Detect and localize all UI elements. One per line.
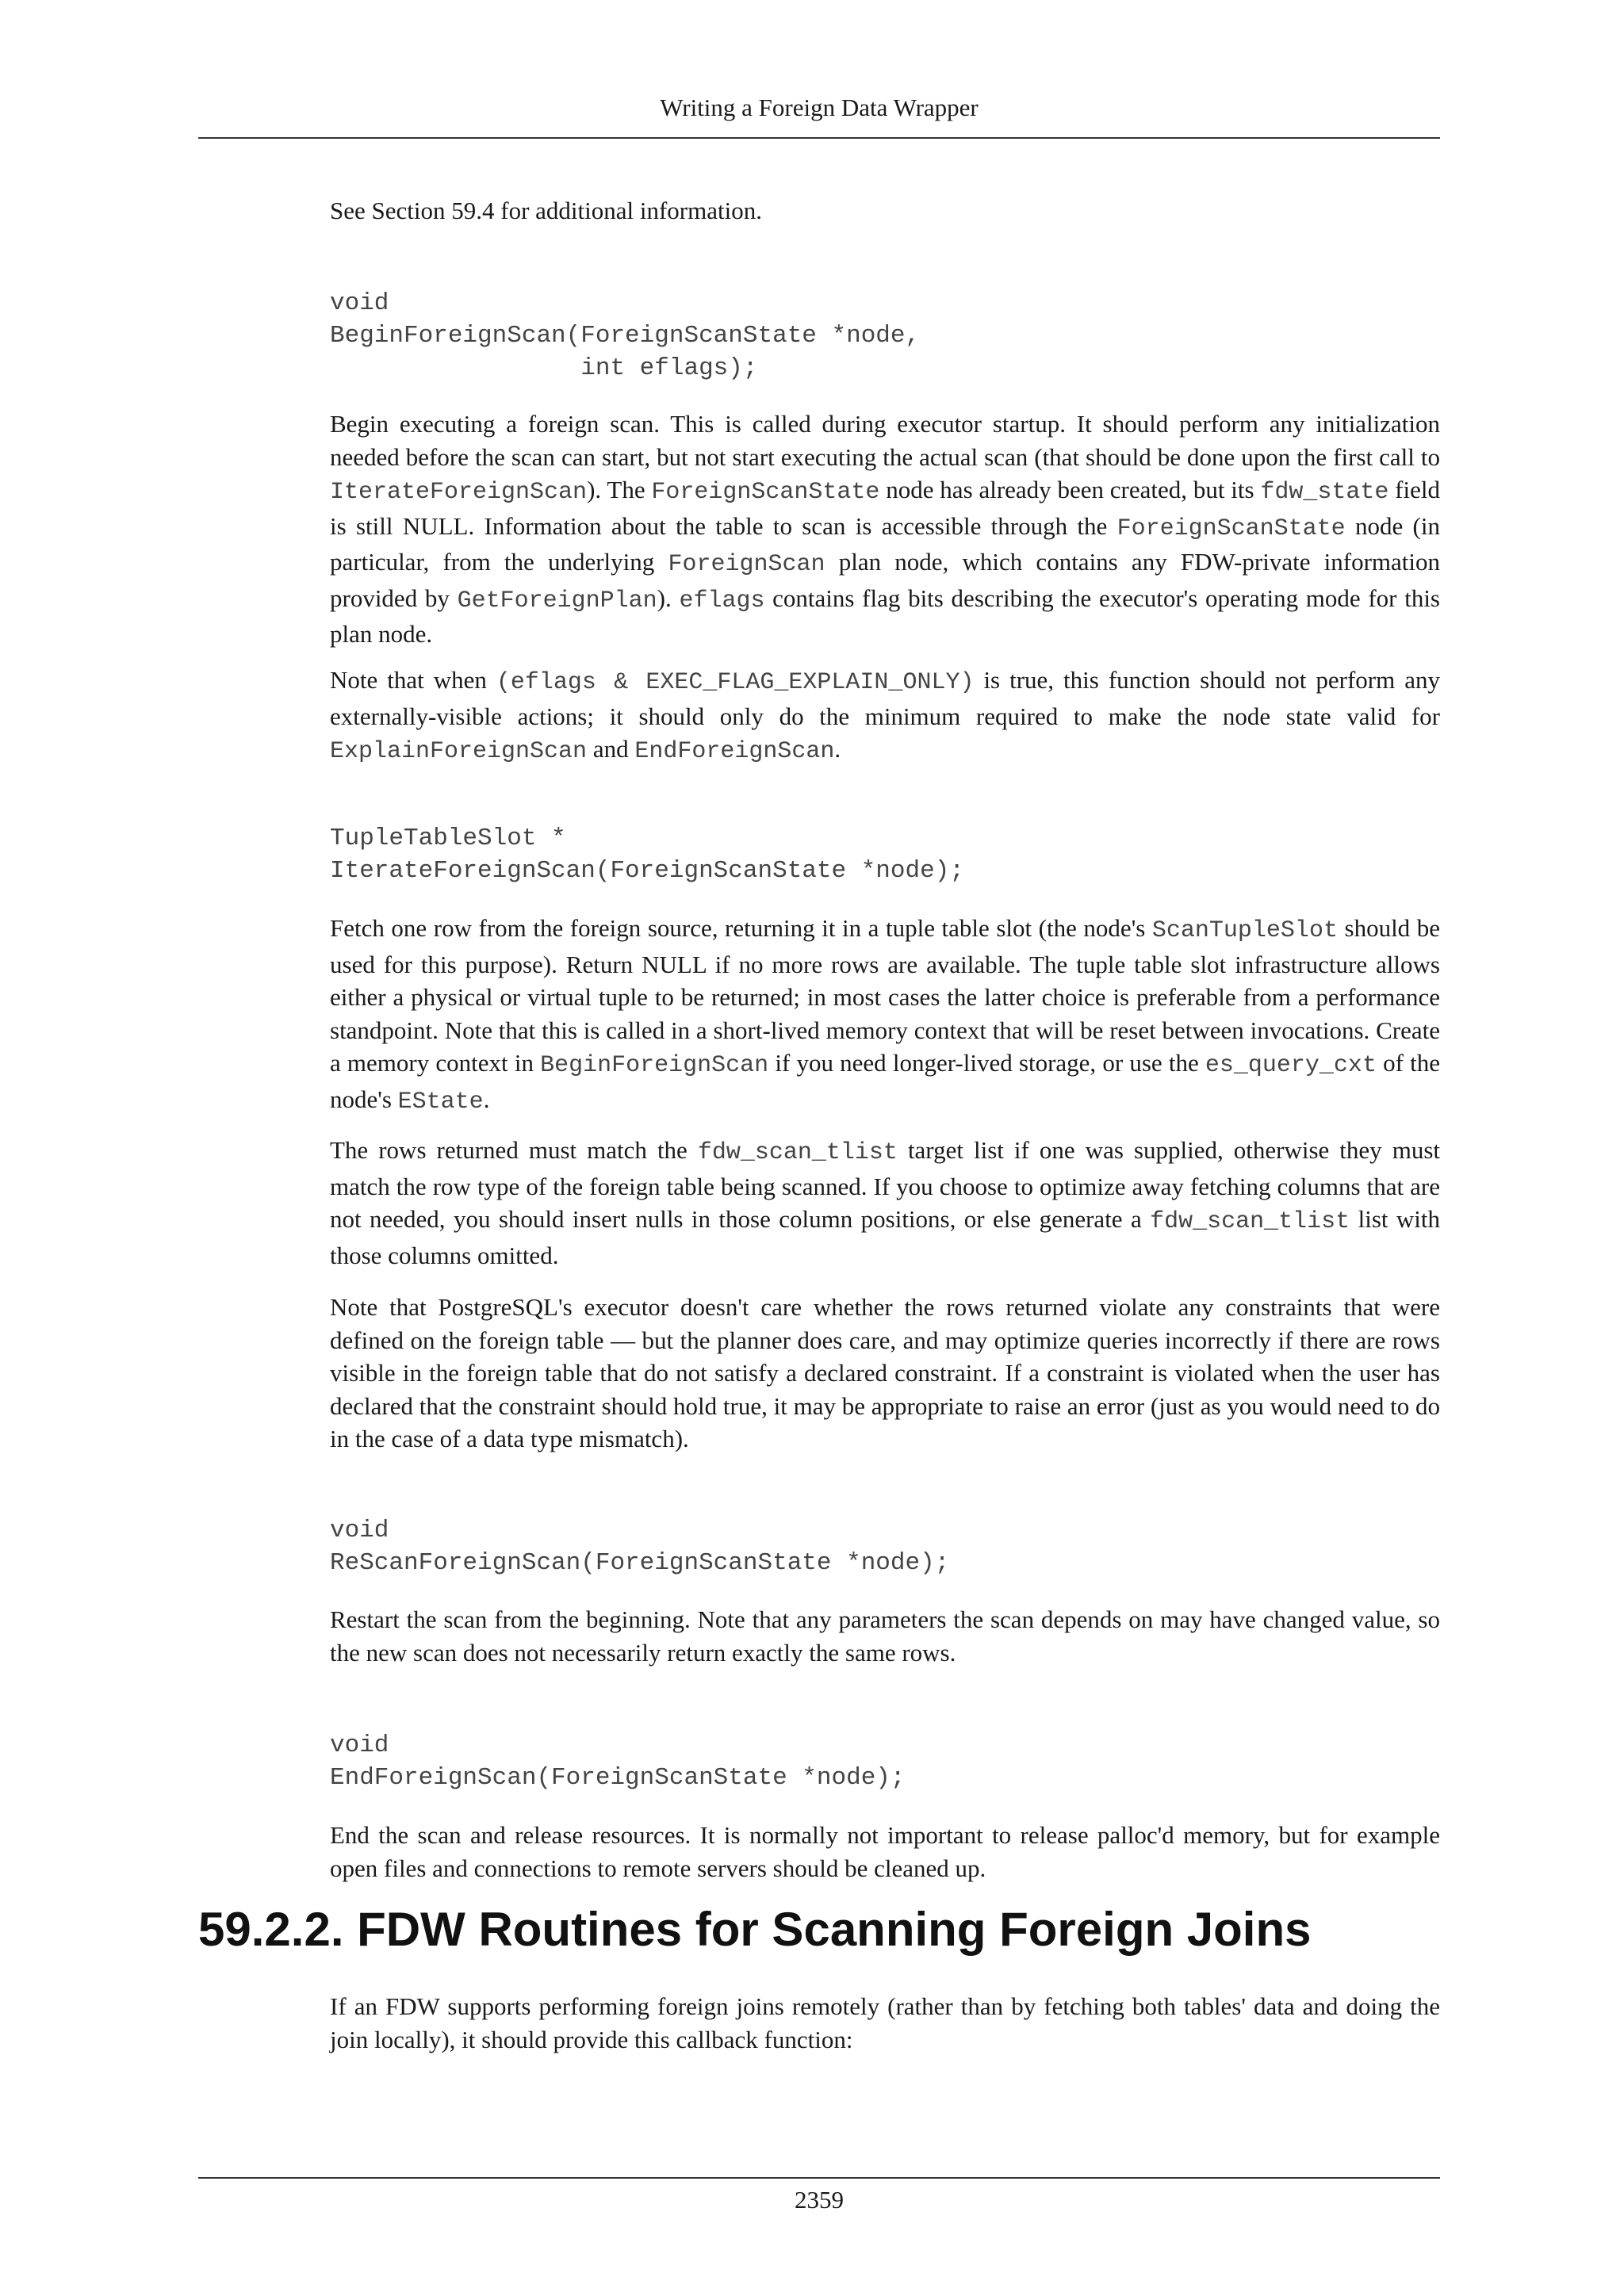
header-rule (198, 137, 1440, 139)
return-type: void (330, 1517, 389, 1544)
return-type: void (330, 1732, 389, 1759)
inline-code: ForeignScan (668, 551, 825, 578)
footer-rule (198, 2177, 1440, 2179)
iterate-tlist-paragraph: The rows returned must match the fdw_scan_tlist target list if one was supplied, otherwise they must match the row type of the foreign table being scanned. If you choose to optimize away fetching columns that are not needed, you should insert nulls in those column positions, or else generate a fdw_scan_tlist list with those columns omitted. (330, 1136, 1441, 1269)
function-name-line: ReScanForeignScan(ForeignScanState *node); (330, 1549, 950, 1577)
inline-code: fdw_state (1260, 479, 1389, 506)
rescan-description-paragraph: Restart the scan from the beginning. Note that any parameters the scan depends on may have changed value, so the new scan does not necessarily return exactly the same rows. (330, 1605, 1440, 1667)
end-description-paragraph: End the scan and release resources. It is normally not important to release palloc'd memory, but for example open files and connections to remote servers should be cleaned up. (330, 1821, 1440, 1882)
rescan-foreign-scan-signature (330, 1514, 1440, 1579)
iterate-description-paragraph: Fetch one row from the foreign source, returning it in a tuple table slot (the node's ScanTupleSlot should be used for this purpose). Return NULL if no more rows are available. The tuple table slot infrastructure allows either a physical or virtual tuple to be returned; in most cases the latter choice is preferable from a performance standpoint. Note that this is called in a short-lived memory context that will be reset between invocations. Create a memory context in BeginForeignScan if you need longer-lived storage, or use the es_query_cxt of the node's EState. (330, 914, 1441, 1115)
section-heading: 59.2.2. FDW Routines for Scanning Foreign Joins (198, 1903, 1312, 1956)
inline-code: IterateForeignScan (330, 479, 588, 506)
function-name-line: EndForeignScan(ForeignScanState *node); (330, 1764, 906, 1792)
end-foreign-scan-signature (330, 1729, 1440, 1794)
inline-code: ExplainForeignScan (330, 738, 588, 765)
inline-code: ForeignScanState (1116, 515, 1346, 542)
inline-code: BeginForeignScan (540, 1052, 769, 1079)
inline-code: (eflags & EXEC_FLAG_EXPLAIN_ONLY) (496, 669, 975, 696)
page-number: 2359 (795, 2186, 844, 2214)
inline-code: GetForeignPlan (457, 587, 657, 614)
begin-description-paragraph: Begin executing a foreign scan. This is called during executor startup. It should perform any initialization needed before the scan can start, but not start executing the actual scan (that should be done upon the first call to IterateForeignScan). The ForeignScanState node has already been created, but its fdw_state field is still NULL. Information about the table to scan is accessible through the ForeignScanState node (in particular, from the underlying ForeignScan plan node, which contains any FDW-private information provided by GetForeignPlan). eflags contains flag bits describing the executor's operating mode for this plan node. (330, 410, 1440, 648)
inline-code: EndForeignScan (634, 738, 835, 765)
parameter-line: int eflags); (330, 354, 758, 382)
intro-paragraph: See Section 59.4 for additional information. (330, 197, 762, 224)
inline-code: ForeignScanState (651, 479, 880, 506)
begin-foreign-scan-signature (330, 287, 1440, 385)
inline-code: eflags (679, 587, 765, 614)
inline-code: EState (397, 1088, 484, 1115)
inline-code: fdw_scan_tlist (1150, 1208, 1350, 1235)
running-header: Writing a Foreign Data Wrapper (660, 94, 979, 121)
return-type: void (330, 289, 389, 317)
iterate-foreign-scan-signature (330, 822, 1440, 887)
function-name-line: BeginForeignScan(ForeignScanState *node, (330, 322, 921, 350)
function-name-line: IterateForeignScan(ForeignScanState *node); (330, 857, 964, 885)
inline-code: es_query_cxt (1205, 1052, 1377, 1079)
join-intro-paragraph: If an FDW supports performing foreign joins remotely (rather than by fetching both tables' data and doing the join locally), it should provide this callback function: (330, 1992, 1440, 2053)
iterate-constraints-paragraph: Note that PostgreSQL's executor doesn't care whether the rows returned violate any constraints that were defined on the foreign table — but the planner does care, and may optimize queries incorrectly if there are rows visible in the foreign table that do not satisfy a declared constraint. If a constraint is violated when the user has declared that the constraint should hold true, it may be appropriate to raise an error (just as you would need to do in the case of a data type mismatch). (330, 1293, 1440, 1452)
return-type: TupleTableSlot * (330, 825, 566, 852)
inline-code: fdw_scan_tlist (697, 1139, 898, 1166)
begin-explain-note-paragraph: Note that when (eflags & EXEC_FLAG_EXPLAIN_ONLY) is true, this function should not perform any externally-visible actions; it should only do the minimum required to make the node state valid for ExplainForeignScan and EndForeignScan. (330, 666, 1440, 765)
inline-code: ScanTupleSlot (1151, 917, 1338, 944)
